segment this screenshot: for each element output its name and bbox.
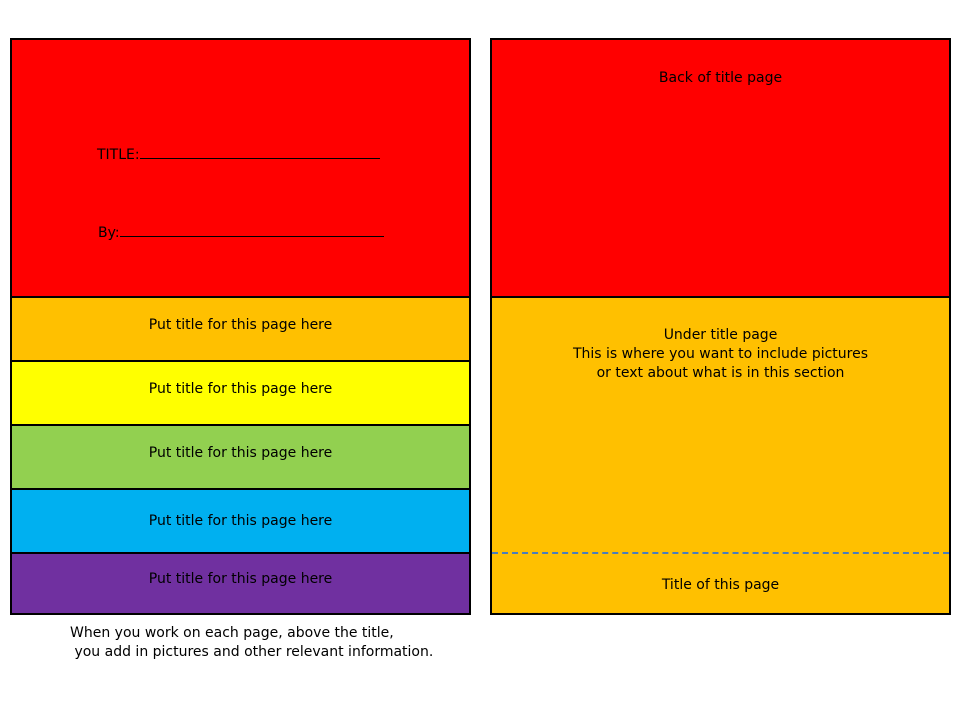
left-flipbook-panel <box>10 38 471 615</box>
title-of-this-page-label: Title of this page <box>661 577 780 593</box>
under-title-line-3: or text about what is in this section <box>596 365 845 381</box>
cover-page <box>12 40 469 296</box>
under-title-page <box>492 296 949 613</box>
title-field-label: TITLE: <box>97 147 140 163</box>
back-of-title-page <box>492 40 949 296</box>
by-blank-line <box>120 224 384 237</box>
under-title-line-2: This is where you want to include pictures <box>572 346 869 362</box>
under-title-line-1: Under title page <box>663 327 778 343</box>
tab-page-4 <box>12 488 469 552</box>
tab-page-1 <box>12 296 469 360</box>
tab-page-1-label: Put title for this page here <box>148 317 333 333</box>
tab-page-4-label: Put title for this page here <box>148 513 333 529</box>
tab-page-5-label: Put title for this page here <box>148 571 333 587</box>
title-blank-line <box>140 146 380 159</box>
tab-page-3 <box>12 424 469 488</box>
tab-page-3-label: Put title for this page here <box>148 445 333 461</box>
instruction-note <box>70 624 433 662</box>
fold-dashed-line <box>492 552 949 554</box>
instruction-note-line-2: you add in pictures and other relevant information. <box>70 644 434 660</box>
tab-page-2 <box>12 360 469 424</box>
back-of-title-page-label: Back of title page <box>658 70 783 86</box>
title-field <box>97 146 380 164</box>
tab-page-2-label: Put title for this page here <box>148 381 333 397</box>
by-field <box>98 224 384 242</box>
right-flipbook-panel <box>490 38 951 615</box>
by-field-label: By: <box>98 225 120 241</box>
instruction-note-line-1: When you work on each page, above the title, <box>70 625 394 641</box>
tab-page-5 <box>12 552 469 613</box>
